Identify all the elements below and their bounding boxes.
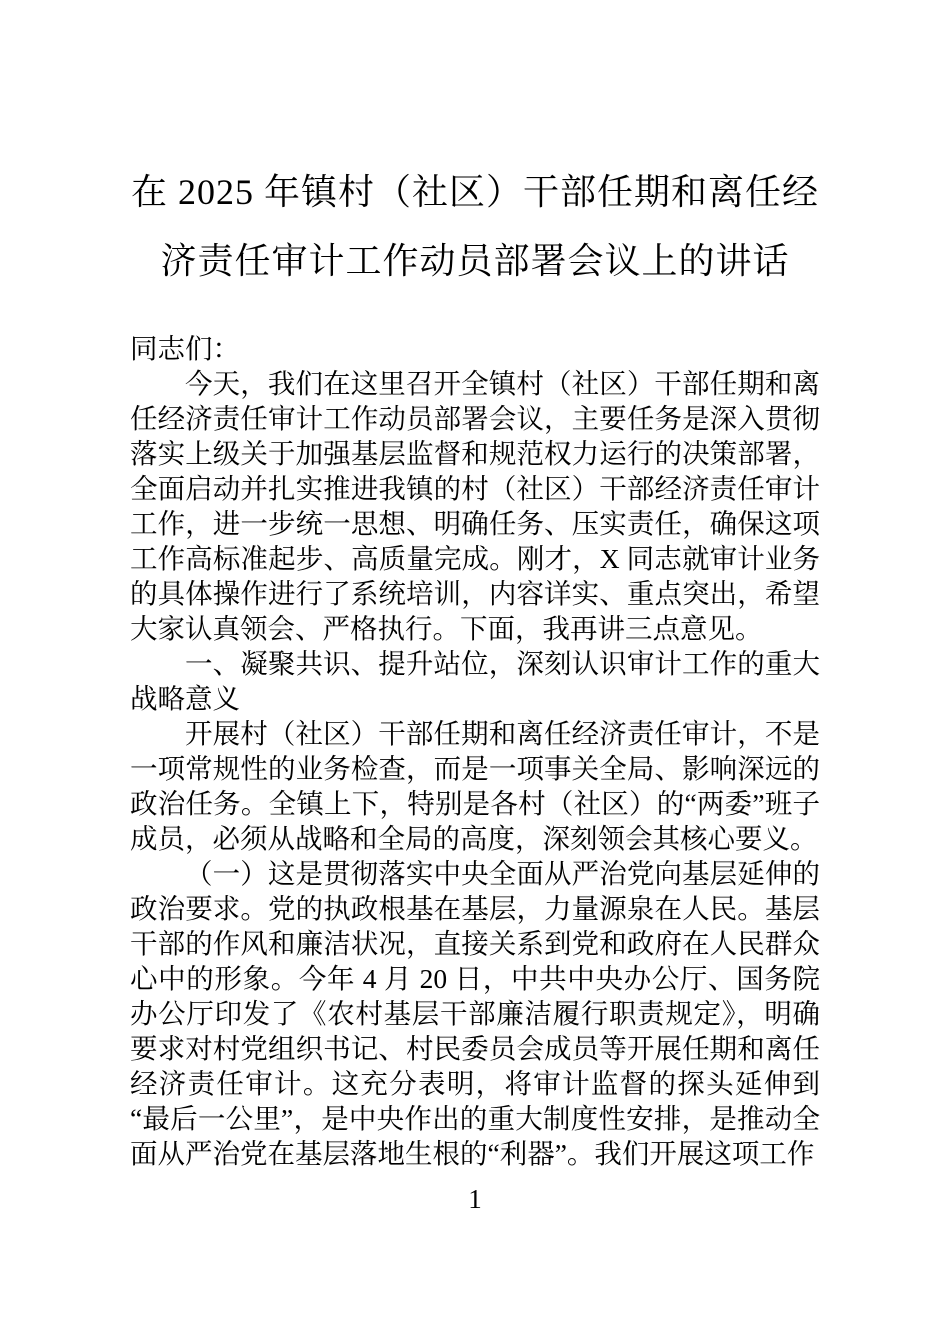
paragraph-subsection-1: （一）这是贯彻落实中央全面从严治党向基层延伸的政治要求。党的执政根基在基层，力量源泉在人民。基层干部的作风和廉洁状况，直接关系到党和政府在人民群众心中的形象。今年 4 月 20 日，中共中央办公厅、国务院办公厅印发了《农村基层干部廉洁履行职责规定》，明确要求对村党组织书记、村民委员会成员等开展任期和离任经济责任审计。这充分表明，将审计监督的探头延伸到“最后一公里”，是中央作出的重大制度性安排，是推动全面从严治党在基层落地生根的“利器”。我们开展这项工作 <box>130 858 820 1169</box>
paragraph-section-overview: 开展村（社区）干部任期和离任经济责任审计，不是一项常规性的业务检查，而是一项事关全局、影响深远的政治任务。全镇上下，特别是各村（社区）的“两委”班子成员，必须从战略和全局的高度，深刻领会其核心要义。 <box>130 718 820 854</box>
section-heading-1: 一、凝聚共识、提升站位，深刻认识审计工作的重大战略意义 <box>130 648 820 714</box>
document-title <box>80 158 870 296</box>
salutation: 同志们： <box>130 333 240 364</box>
document-body <box>130 331 820 1171</box>
page-number: 1 <box>468 1184 482 1214</box>
document-title-line-2: 济责任审计工作动员部署会议上的讲话 <box>160 241 790 281</box>
document-title-line-1: 在 2025 年镇村（社区）干部任期和离任经 <box>130 172 819 212</box>
paragraph-intro: 今天，我们在这里召开全镇村（社区）干部任期和离任经济责任审计工作动员部署会议，主要任务是深入贯彻落实上级关于加强基层监督和规范权力运行的决策部署，全面启动并扎实推进我镇的村（社区）干部经济责任审计工作，进一步统一思想、明确任务、压实责任，确保这项工作高标准起步、高质量完成。刚才，X 同志就审计业务的具体操作进行了系统培训，内容详实、重点突出，希望大家认真领会、严格执行。下面，我再讲三点意见。 <box>130 368 820 644</box>
